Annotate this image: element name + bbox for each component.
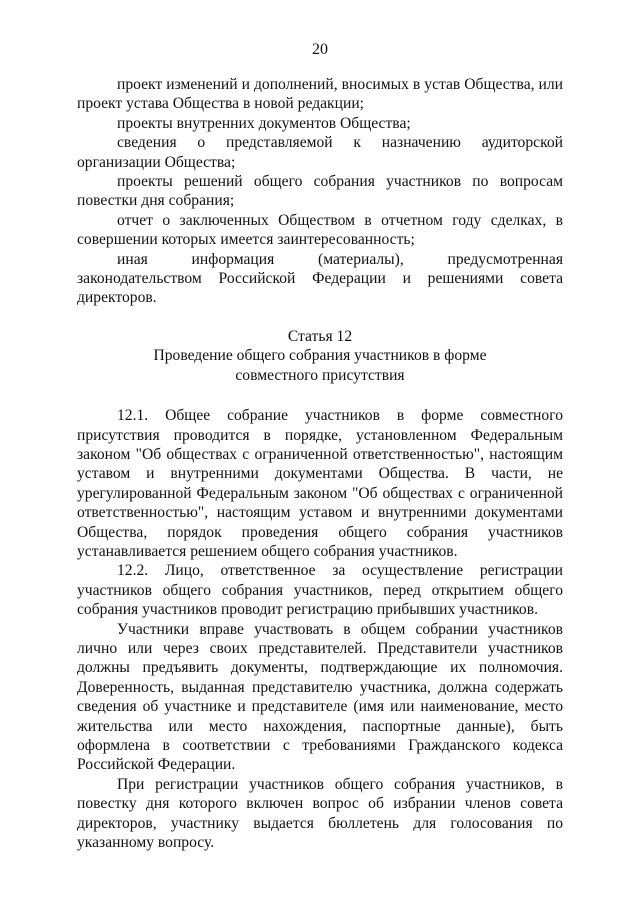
- materials-list: [77, 75, 563, 308]
- paragraph: 12.1. Общее собрание участников в форме совместного присутствия проводится в порядке, установленном Федеральным законом "Об обществах с ограниченной ответственностью", настоящим уставом и внутренними документами Общества. В части, не урегулированной Федеральным законом "Об обществах с ограниченной ответственностью", настоящим уставом и внутренними документами Общества, порядок проведения общего собрания участников устанавливается решением общего собрания участников.: [77, 407, 563, 560]
- list-item: проекты решений общего собрания участников по вопросам повестки дня собрания;: [77, 173, 563, 210]
- list-item: проекты внутренних документов Общества;: [117, 114, 411, 132]
- paragraph: Участники вправе участвовать в общем собрании участников лично или через своих представителей. Представители участников должны предъявить документы, подтверждающие их полномочия. Доверенность, выданная представителю участника, должна содержать сведения об участнике и представителе (имя или наименование, место жительства или место нахождения, паспортные данные), быть оформлена в соответствии с требованиями Гражданского кодекса Российской Федерации.: [77, 620, 563, 774]
- list-item: иная информация (материалы), предусмотренная законодательством Российской Федерации и решениями совета директоров.: [77, 250, 563, 307]
- page-number: 20: [312, 41, 328, 58]
- article-number: Статья 12: [287, 327, 353, 345]
- article-heading: [77, 327, 563, 385]
- list-item: сведения о представляемой к назначению аудиторской организации Общества;: [77, 134, 563, 171]
- paragraph: При регистрации участников общего собрания участников, в повестку дня которого включен вопрос об избрании членов совета директоров, участнику выдается бюллетень для голосования по указанному вопросу.: [77, 775, 563, 852]
- document-body: [77, 75, 563, 852]
- list-item: проект изменений и дополнений, вносимых в устав Общества, или проект устава Общества в новой редакции;: [77, 76, 563, 113]
- article-body: [77, 406, 563, 852]
- article-title: Проведение общего собрания участников в форме совместного присутствия: [153, 347, 487, 384]
- paragraph: 12.2. Лицо, ответственное за осуществление регистрации участников общего собрания участников, перед открытием общего собрания участников проводит регистрацию прибывших участников.: [77, 562, 563, 619]
- list-item: отчет о заключенных Обществом в отчетном году сделках, в совершении которых имеется заинтересованность;: [77, 211, 563, 249]
